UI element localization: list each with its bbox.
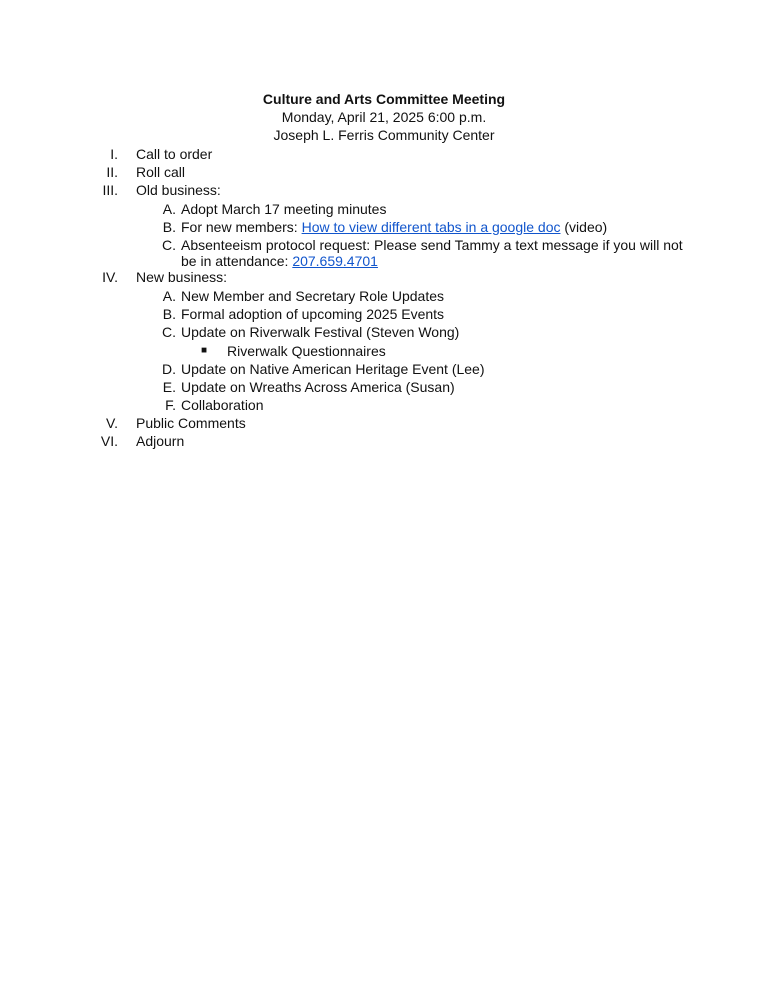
attendance-prefix: be in attendance:	[181, 253, 293, 269]
agenda-number: III.	[102, 182, 118, 198]
sub-item-new-members	[181, 218, 607, 236]
sub-item-letter: B.	[162, 306, 176, 322]
agenda-item-new-business: New business:	[136, 269, 228, 285]
meeting-date: Monday, April 21, 2025 6:00 p.m.	[281, 109, 487, 125]
bullet-riverwalk-questionnaires: Riverwalk Questionnaires	[227, 343, 386, 359]
sub-item-adopt-minutes: Adopt March 17 meeting minutes	[181, 201, 387, 217]
sub-item-adopt-events: Formal adoption of upcoming 2025 Events	[181, 306, 445, 322]
phone-link[interactable]: 207.659.4701	[292, 253, 378, 269]
agenda-number: II.	[106, 164, 118, 180]
agenda-item-adjourn: Adjourn	[136, 433, 185, 449]
sub-item-letter: F.	[165, 397, 176, 413]
agenda-number: V.	[106, 415, 118, 431]
sub-item-letter: B.	[162, 219, 176, 235]
sub-item-letter: A.	[162, 288, 176, 304]
meeting-venue: Joseph L. Ferris Community Center	[273, 127, 495, 143]
google-doc-tabs-link[interactable]: How to view different tabs in a google doc	[301, 219, 561, 235]
sub-item-letter: C.	[162, 324, 176, 340]
sub-item-wreaths: Update on Wreaths Across America (Susan)	[181, 379, 455, 395]
sub-item-letter: C.	[162, 237, 176, 253]
agenda-item-roll-call: Roll call	[136, 164, 186, 180]
agenda-item-call-to-order: Call to order	[136, 146, 213, 162]
video-suffix: (video)	[560, 219, 608, 235]
new-members-prefix: For new members:	[181, 219, 302, 235]
sub-item-riverwalk: Update on Riverwalk Festival (Steven Wong)	[181, 324, 460, 340]
sub-item-collaboration: Collaboration	[181, 397, 264, 413]
square-bullet-icon: ■	[201, 345, 208, 356]
agenda-item-public-comments: Public Comments	[136, 415, 246, 431]
sub-item-letter: D.	[162, 361, 176, 377]
sub-item-native-american-heritage: Update on Native American Heritage Event (Lee)	[181, 361, 485, 377]
meeting-title: Culture and Arts Committee Meeting	[262, 91, 506, 107]
sub-item-absenteeism-line1: Absenteeism protocol request: Please send Tammy a text message if you will not	[181, 237, 683, 253]
agenda-number: I.	[110, 146, 118, 162]
agenda-number: IV.	[102, 269, 118, 285]
sub-item-letter: A.	[162, 201, 176, 217]
sub-item-letter: E.	[162, 379, 176, 395]
agenda-item-old-business: Old business:	[136, 182, 221, 198]
sub-item-member-roles: New Member and Secretary Role Updates	[181, 288, 445, 304]
agenda-number: VI.	[100, 433, 118, 449]
